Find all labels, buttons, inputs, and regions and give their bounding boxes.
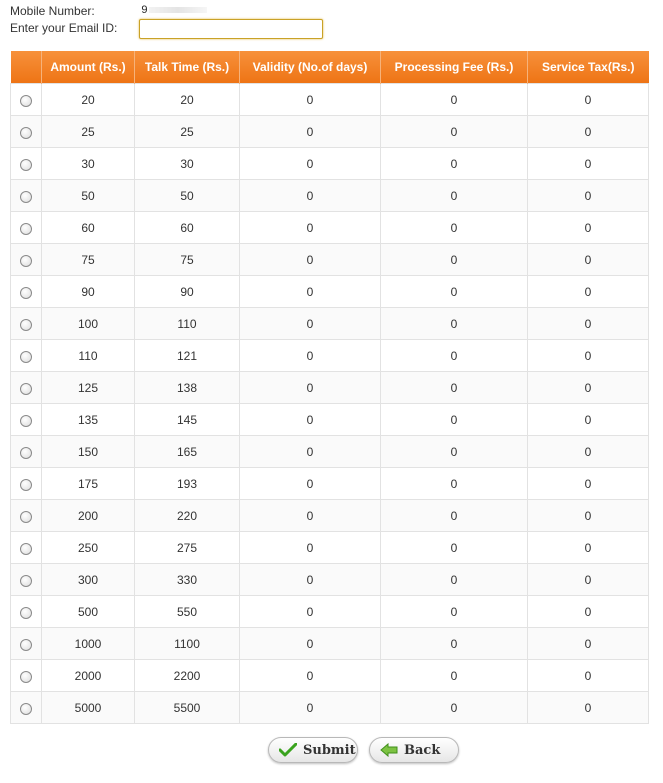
cell-processing-fee: 0 bbox=[381, 84, 528, 116]
cell-processing-fee: 0 bbox=[381, 564, 528, 596]
plans-table-body bbox=[11, 84, 649, 724]
row-select-cell bbox=[11, 212, 42, 244]
cell-processing-fee: 0 bbox=[381, 212, 528, 244]
cell-talk-time: 25 bbox=[135, 116, 240, 148]
cell-service-tax: 0 bbox=[528, 660, 649, 692]
row-select-cell bbox=[11, 84, 42, 116]
cell-validity: 0 bbox=[240, 692, 381, 724]
mobile-number-text: 9 bbox=[141, 4, 148, 16]
table-row[interactable] bbox=[11, 564, 649, 596]
cell-processing-fee: 0 bbox=[381, 148, 528, 180]
plan-radio-button[interactable] bbox=[20, 95, 32, 107]
cell-processing-fee: 0 bbox=[381, 468, 528, 500]
cell-service-tax: 0 bbox=[528, 436, 649, 468]
email-row bbox=[10, 21, 138, 35]
cell-validity: 0 bbox=[240, 436, 381, 468]
plan-radio-button[interactable] bbox=[20, 287, 32, 299]
cell-amount: 75 bbox=[42, 244, 135, 276]
cell-processing-fee: 0 bbox=[381, 308, 528, 340]
back-label: Back bbox=[404, 742, 441, 758]
cell-processing-fee: 0 bbox=[381, 500, 528, 532]
table-row[interactable] bbox=[11, 84, 649, 116]
cell-service-tax: 0 bbox=[528, 692, 649, 724]
table-row[interactable] bbox=[11, 532, 649, 564]
cell-service-tax: 0 bbox=[528, 244, 649, 276]
cell-talk-time: 138 bbox=[135, 372, 240, 404]
cell-validity: 0 bbox=[240, 404, 381, 436]
cell-processing-fee: 0 bbox=[381, 276, 528, 308]
row-select-cell bbox=[11, 628, 42, 660]
table-row[interactable] bbox=[11, 308, 649, 340]
cell-validity: 0 bbox=[240, 372, 381, 404]
cell-processing-fee: 0 bbox=[381, 596, 528, 628]
cell-amount: 30 bbox=[42, 148, 135, 180]
cell-talk-time: 20 bbox=[135, 84, 240, 116]
cell-amount: 135 bbox=[42, 404, 135, 436]
cell-talk-time: 60 bbox=[135, 212, 240, 244]
cell-validity: 0 bbox=[240, 116, 381, 148]
cell-talk-time: 90 bbox=[135, 276, 240, 308]
email-input[interactable] bbox=[139, 19, 323, 39]
cell-service-tax: 0 bbox=[528, 468, 649, 500]
cell-validity: 0 bbox=[240, 532, 381, 564]
table-row[interactable] bbox=[11, 404, 649, 436]
cell-processing-fee: 0 bbox=[381, 532, 528, 564]
cell-processing-fee: 0 bbox=[381, 660, 528, 692]
header-processing-fee: Processing Fee (Rs.) bbox=[381, 51, 528, 84]
cell-validity: 0 bbox=[240, 308, 381, 340]
table-row[interactable] bbox=[11, 660, 649, 692]
cell-amount: 2000 bbox=[42, 660, 135, 692]
table-row[interactable] bbox=[11, 340, 649, 372]
cell-processing-fee: 0 bbox=[381, 372, 528, 404]
header-select bbox=[11, 51, 42, 84]
plan-radio-button[interactable] bbox=[20, 351, 32, 363]
cell-service-tax: 0 bbox=[528, 212, 649, 244]
cell-processing-fee: 0 bbox=[381, 244, 528, 276]
cell-talk-time: 110 bbox=[135, 308, 240, 340]
header-amount: Amount (Rs.) bbox=[42, 51, 135, 84]
cell-service-tax: 0 bbox=[528, 532, 649, 564]
row-select-cell bbox=[11, 564, 42, 596]
table-row[interactable] bbox=[11, 436, 649, 468]
row-select-cell bbox=[11, 468, 42, 500]
table-row[interactable] bbox=[11, 180, 649, 212]
row-select-cell bbox=[11, 436, 42, 468]
cell-service-tax: 0 bbox=[528, 84, 649, 116]
cell-validity: 0 bbox=[240, 660, 381, 692]
row-select-cell bbox=[11, 372, 42, 404]
cell-talk-time: 550 bbox=[135, 596, 240, 628]
table-row[interactable] bbox=[11, 212, 649, 244]
checkmark-icon bbox=[279, 743, 297, 757]
cell-processing-fee: 0 bbox=[381, 340, 528, 372]
cell-service-tax: 0 bbox=[528, 308, 649, 340]
submit-label: Submit bbox=[303, 742, 356, 758]
plan-radio-button[interactable] bbox=[20, 447, 32, 459]
cell-talk-time: 30 bbox=[135, 148, 240, 180]
cell-talk-time: 121 bbox=[135, 340, 240, 372]
cell-validity: 0 bbox=[240, 468, 381, 500]
plans-table bbox=[10, 51, 649, 724]
cell-service-tax: 0 bbox=[528, 500, 649, 532]
mobile-number-mask bbox=[149, 7, 207, 13]
plan-radio-button[interactable] bbox=[20, 127, 32, 139]
mobile-number-value bbox=[141, 4, 207, 16]
plan-radio-button[interactable] bbox=[20, 255, 32, 267]
cell-amount: 500 bbox=[42, 596, 135, 628]
plan-radio-button[interactable] bbox=[20, 479, 32, 491]
row-select-cell bbox=[11, 596, 42, 628]
table-row[interactable] bbox=[11, 116, 649, 148]
cell-service-tax: 0 bbox=[528, 116, 649, 148]
cell-amount: 250 bbox=[42, 532, 135, 564]
table-row[interactable] bbox=[11, 500, 649, 532]
row-select-cell bbox=[11, 308, 42, 340]
cell-amount: 1000 bbox=[42, 628, 135, 660]
cell-amount: 125 bbox=[42, 372, 135, 404]
cell-validity: 0 bbox=[240, 180, 381, 212]
cell-service-tax: 0 bbox=[528, 404, 649, 436]
cell-talk-time: 1100 bbox=[135, 628, 240, 660]
cell-validity: 0 bbox=[240, 596, 381, 628]
row-select-cell bbox=[11, 404, 42, 436]
back-button[interactable] bbox=[369, 737, 459, 763]
table-row[interactable] bbox=[11, 692, 649, 724]
row-select-cell bbox=[11, 244, 42, 276]
header-talk-time: Talk Time (Rs.) bbox=[135, 51, 240, 84]
cell-talk-time: 330 bbox=[135, 564, 240, 596]
plans-table-container bbox=[10, 51, 648, 724]
cell-validity: 0 bbox=[240, 276, 381, 308]
cell-amount: 90 bbox=[42, 276, 135, 308]
cell-service-tax: 0 bbox=[528, 372, 649, 404]
cell-amount: 25 bbox=[42, 116, 135, 148]
cell-service-tax: 0 bbox=[528, 564, 649, 596]
plan-radio-button[interactable] bbox=[20, 639, 32, 651]
plan-radio-button[interactable] bbox=[20, 383, 32, 395]
table-row[interactable] bbox=[11, 244, 649, 276]
cell-processing-fee: 0 bbox=[381, 628, 528, 660]
cell-service-tax: 0 bbox=[528, 340, 649, 372]
plan-radio-button[interactable] bbox=[20, 191, 32, 203]
cell-validity: 0 bbox=[240, 500, 381, 532]
table-row[interactable] bbox=[11, 276, 649, 308]
cell-validity: 0 bbox=[240, 340, 381, 372]
cell-talk-time: 50 bbox=[135, 180, 240, 212]
cell-validity: 0 bbox=[240, 84, 381, 116]
cell-amount: 200 bbox=[42, 500, 135, 532]
cell-talk-time: 220 bbox=[135, 500, 240, 532]
mobile-number-row bbox=[10, 4, 207, 18]
mobile-number-label: Mobile Number: bbox=[10, 4, 95, 18]
plan-radio-button[interactable] bbox=[20, 575, 32, 587]
email-label: Enter your Email ID: bbox=[10, 21, 118, 35]
cell-amount: 50 bbox=[42, 180, 135, 212]
cell-validity: 0 bbox=[240, 628, 381, 660]
plan-radio-button[interactable] bbox=[20, 511, 32, 523]
cell-processing-fee: 0 bbox=[381, 180, 528, 212]
plan-radio-button[interactable] bbox=[20, 319, 32, 331]
row-select-cell bbox=[11, 148, 42, 180]
cell-amount: 175 bbox=[42, 468, 135, 500]
cell-service-tax: 0 bbox=[528, 596, 649, 628]
table-row[interactable] bbox=[11, 628, 649, 660]
cell-amount: 5000 bbox=[42, 692, 135, 724]
row-select-cell bbox=[11, 276, 42, 308]
cell-service-tax: 0 bbox=[528, 148, 649, 180]
row-select-cell bbox=[11, 340, 42, 372]
cell-amount: 150 bbox=[42, 436, 135, 468]
row-select-cell bbox=[11, 116, 42, 148]
plan-radio-button[interactable] bbox=[20, 223, 32, 235]
cell-amount: 300 bbox=[42, 564, 135, 596]
cell-service-tax: 0 bbox=[528, 180, 649, 212]
plan-radio-button[interactable] bbox=[20, 671, 32, 683]
cell-amount: 110 bbox=[42, 340, 135, 372]
row-select-cell bbox=[11, 532, 42, 564]
row-select-cell bbox=[11, 692, 42, 724]
cell-talk-time: 5500 bbox=[135, 692, 240, 724]
header-validity: Validity (No.of days) bbox=[240, 51, 381, 84]
table-header-row bbox=[11, 51, 649, 84]
cell-validity: 0 bbox=[240, 148, 381, 180]
row-select-cell bbox=[11, 500, 42, 532]
cell-validity: 0 bbox=[240, 212, 381, 244]
cell-amount: 60 bbox=[42, 212, 135, 244]
plan-radio-button[interactable] bbox=[20, 607, 32, 619]
cell-amount: 20 bbox=[42, 84, 135, 116]
table-row[interactable] bbox=[11, 372, 649, 404]
cell-processing-fee: 0 bbox=[381, 404, 528, 436]
plan-radio-button[interactable] bbox=[20, 703, 32, 715]
cell-service-tax: 0 bbox=[528, 628, 649, 660]
cell-talk-time: 165 bbox=[135, 436, 240, 468]
row-select-cell bbox=[11, 660, 42, 692]
row-select-cell bbox=[11, 180, 42, 212]
cell-talk-time: 145 bbox=[135, 404, 240, 436]
table-row[interactable] bbox=[11, 596, 649, 628]
cell-service-tax: 0 bbox=[528, 276, 649, 308]
left-arrow-icon bbox=[380, 743, 398, 757]
cell-talk-time: 275 bbox=[135, 532, 240, 564]
submit-button[interactable] bbox=[268, 737, 358, 763]
cell-processing-fee: 0 bbox=[381, 436, 528, 468]
cell-validity: 0 bbox=[240, 564, 381, 596]
plan-radio-button[interactable] bbox=[20, 543, 32, 555]
table-row[interactable] bbox=[11, 148, 649, 180]
cell-talk-time: 193 bbox=[135, 468, 240, 500]
table-row[interactable] bbox=[11, 468, 649, 500]
cell-processing-fee: 0 bbox=[381, 116, 528, 148]
cell-talk-time: 75 bbox=[135, 244, 240, 276]
plan-radio-button[interactable] bbox=[20, 415, 32, 427]
cell-validity: 0 bbox=[240, 244, 381, 276]
cell-talk-time: 2200 bbox=[135, 660, 240, 692]
header-service-tax: Service Tax(Rs.) bbox=[528, 51, 649, 84]
cell-amount: 100 bbox=[42, 308, 135, 340]
cell-processing-fee: 0 bbox=[381, 692, 528, 724]
plan-radio-button[interactable] bbox=[20, 159, 32, 171]
